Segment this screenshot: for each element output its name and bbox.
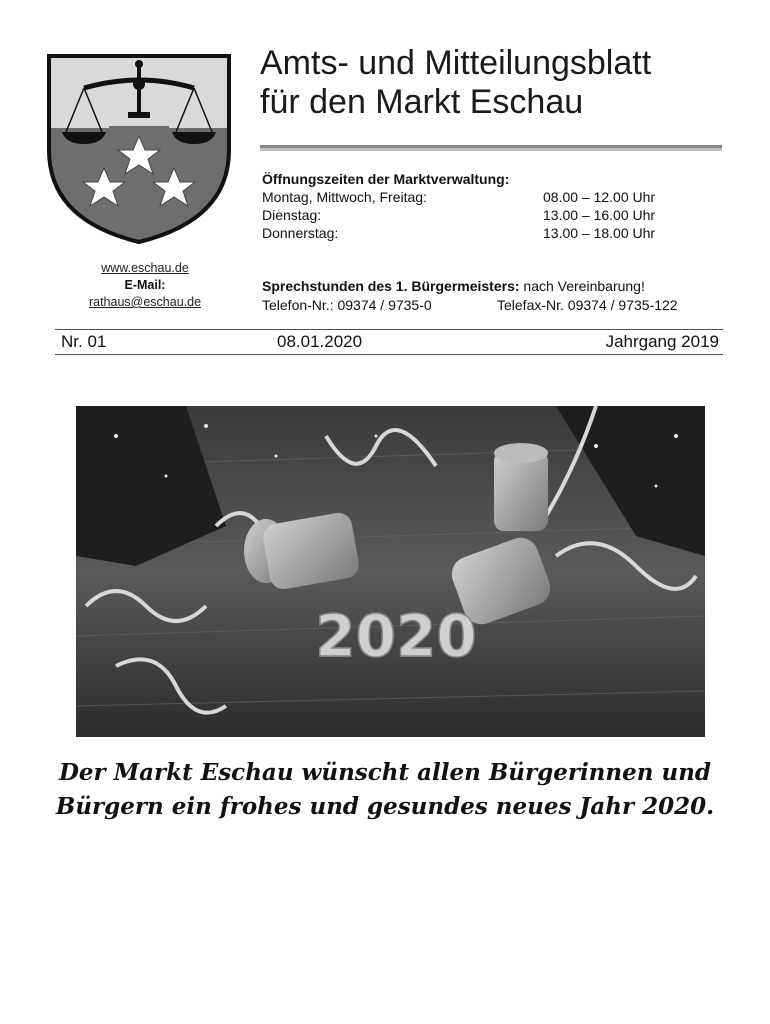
- new-year-greeting: [0, 756, 770, 824]
- fax-number: Telefax-Nr. 09374 / 9735-122: [497, 297, 678, 313]
- phone-number: Telefon-Nr.: 09374 / 9735-0: [262, 297, 432, 313]
- greeting-line-2: Bürgern ein frohes und gesundes neues Jahr 2020.: [55, 793, 715, 820]
- photo-year-text: 2020: [315, 602, 477, 670]
- hours-days: Montag, Mittwoch, Freitag:: [262, 189, 427, 205]
- new-year-photo: [76, 406, 705, 737]
- opening-hours-heading: Öffnungszeiten der Marktverwaltung:: [262, 171, 510, 187]
- issue-bar: [55, 329, 723, 355]
- opening-hours: [262, 170, 722, 242]
- greeting-line-1: Der Markt Eschau wünscht allen Bürgerinnen und: [58, 759, 712, 786]
- page-title: [260, 44, 651, 122]
- email-link[interactable]: rathaus@eschau.de: [88, 295, 202, 309]
- hours-days: Dienstag:: [262, 207, 322, 223]
- hours-row: [262, 206, 722, 224]
- hours-time: 13.00 – 18.00 Uhr: [543, 225, 656, 241]
- issue-date: 08.01.2020: [277, 332, 363, 351]
- hours-days: Donnerstag:: [262, 225, 339, 241]
- mayor-note: nach Vereinbarung!: [523, 278, 645, 294]
- mayor-office-hours: [262, 277, 722, 315]
- mayor-heading: Sprechstunden des 1. Bürgermeisters:: [262, 278, 520, 294]
- email-label: E-Mail:: [124, 278, 166, 292]
- issue-volume: Jahrgang 2019: [605, 332, 719, 351]
- hours-time: 08.00 – 12.00 Uhr: [543, 189, 656, 205]
- contact-block: [60, 260, 230, 311]
- title-line-1: Amts- und Mitteilungsblatt: [260, 44, 652, 82]
- hours-row: [262, 188, 722, 206]
- website-link[interactable]: www.eschau.de: [101, 261, 189, 275]
- title-line-2: für den Markt Eschau: [260, 83, 584, 121]
- coat-of-arms-logo: [44, 50, 234, 245]
- title-divider: [260, 145, 722, 151]
- issue-number: Nr. 01: [61, 332, 107, 351]
- hours-row: [262, 224, 722, 242]
- hours-time: 13.00 – 16.00 Uhr: [543, 207, 656, 223]
